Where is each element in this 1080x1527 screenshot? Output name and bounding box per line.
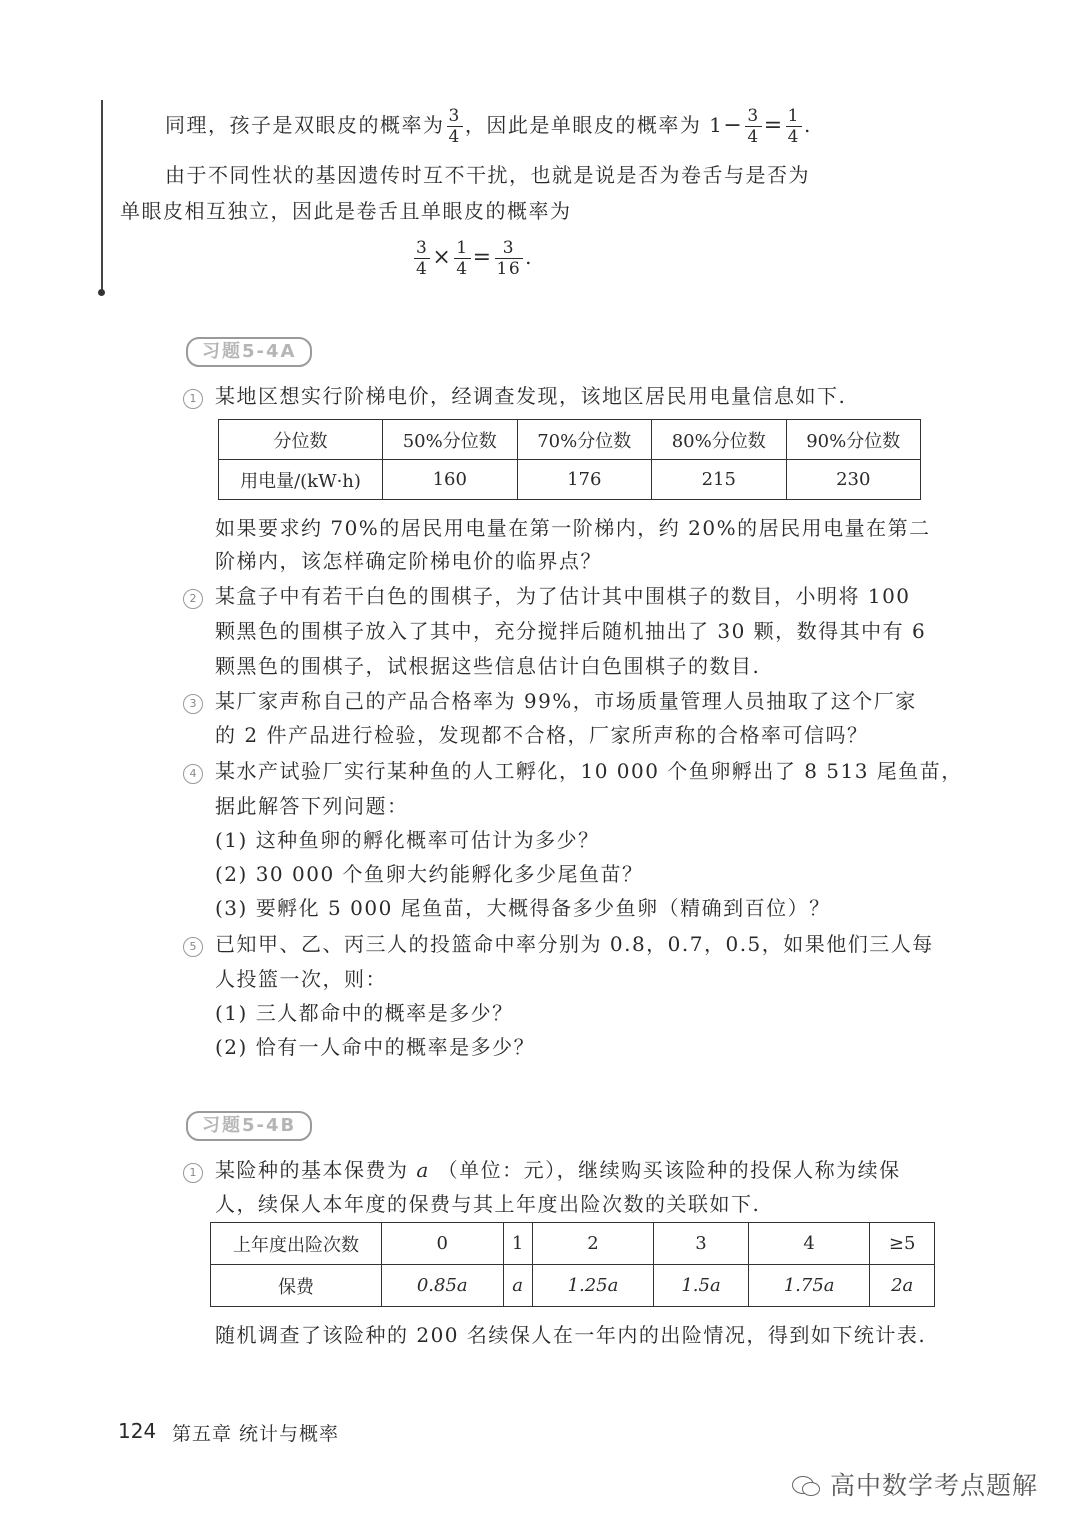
table-cell: 0 (382, 1223, 504, 1265)
table-cell: 保费 (211, 1265, 382, 1307)
table-cell: 1 (503, 1223, 532, 1265)
table-cell: 3 (654, 1223, 749, 1265)
table-row (211, 1265, 935, 1307)
table-cell: ≥5 (870, 1223, 935, 1265)
table-cell: 215 (652, 460, 787, 500)
margin-rule (101, 100, 103, 292)
exercise-tag-b: 习题5-4B (186, 1111, 312, 1141)
q4-line-1: 某水产试验厂实行某种鱼的人工孵化，10 000 个鱼卵孵出了 8 513 尾鱼苗， (215, 759, 963, 783)
table-cell: 2 (532, 1223, 654, 1265)
fraction: $\frac{3}{16}$ (496, 238, 522, 279)
fraction: $\frac{3}{4}$ (416, 238, 429, 279)
q1-followup-2: 阶梯内，该怎样确定阶梯电价的临界点？ (215, 549, 602, 573)
b1-line-2: 人，续保人本年度的保费与其上年度出险次数的关联如下. (215, 1192, 761, 1216)
table-cell: 1.25a (532, 1265, 654, 1307)
question-number: 2 (183, 589, 203, 609)
watermark (792, 1466, 1038, 1502)
table-row (219, 460, 921, 500)
table-cell: a (503, 1265, 532, 1307)
wechat-icon (792, 1474, 822, 1496)
derivation-text: 同理，孩子是双眼皮的概率为 (165, 113, 445, 137)
quantile-table (218, 419, 921, 500)
q1-followup-1: 如果要求约 70%的居民用电量在第一阶梯内，约 20%的居民用电量在第二 (215, 516, 931, 540)
exercise-tag-a: 习题5-4A (186, 337, 312, 367)
table-cell: 80%分位数 (652, 420, 787, 460)
q5-line-2: 人投篮一次，则： (215, 967, 387, 991)
table-cell: 70%分位数 (517, 420, 652, 460)
table-cell: 230 (786, 460, 921, 500)
table-cell: 分位数 (219, 420, 383, 460)
q5-line-1: 已知甲、乙、丙三人的投篮命中率分别为 0.8，0.7，0.5，如果他们三人每 (215, 932, 934, 956)
derivation-equation: $\frac{3}{4}$ × $\frac{1}{4}$ = $\frac{3}{16}$ . (416, 238, 534, 279)
q3-line-2: 的 2 件产品进行检验，发现都不合格，厂家所声称的合格率可信吗？ (215, 723, 869, 747)
q2-line-2: 颗黑色的围棋子放入了其中，充分搅拌后随机抽出了 30 颗，数得其中有 6 (215, 619, 927, 643)
fraction: $\frac{3}{4}$ (747, 106, 760, 147)
question-number: 1 (183, 1163, 203, 1183)
table-cell: 90%分位数 (786, 420, 921, 460)
q5-sub-2: (2) 恰有一人命中的概率是多少？ (215, 1035, 536, 1059)
question-number: 5 (183, 937, 203, 957)
table-cell: 上年度出险次数 (211, 1223, 382, 1265)
chapter-title: 第五章 统计与概率 (172, 1423, 340, 1445)
q1-text: 某地区想实行阶梯电价，经调查发现，该地区居民用电量信息如下. (215, 384, 847, 408)
table-cell: 176 (517, 460, 652, 500)
page-number: 124 (118, 1419, 157, 1443)
derivation-text: ，因此是单眼皮的概率为 1 (464, 113, 724, 137)
watermark-text: 高中数学考点题解 (830, 1471, 1039, 1500)
table-cell: 0.85a (382, 1265, 504, 1307)
table-cell: 1.75a (748, 1265, 870, 1307)
question-number: 4 (183, 764, 203, 784)
table-cell: 50%分位数 (383, 420, 518, 460)
margin-marker (98, 289, 105, 296)
table-cell: 2a (870, 1265, 935, 1307)
derivation-line-2: 由于不同性状的基因遗传时互不干扰，也就是说是否为卷舌与是否为 (165, 163, 810, 187)
question-number: 3 (183, 694, 203, 714)
q4-sub-2: (2) 30 000 个鱼卵大约能孵化多少尾鱼苗？ (215, 862, 644, 886)
q4-sub-1: (1) 这种鱼卵的孵化概率可估计为多少？ (215, 828, 600, 852)
q3-line-1: 某厂家声称自己的产品合格率为 99%，市场质量管理人员抽取了这个厂家 (215, 689, 917, 713)
derivation-line-1: 同理，孩子是双眼皮的概率为 $\frac{3}{4}$ ，因此是单眼皮的概率为 1− $\frac{3}{4}$ = $\frac{1}{4}$ . (165, 106, 812, 147)
fraction: $\frac{1}{4}$ (456, 238, 469, 279)
table-cell: 4 (748, 1223, 870, 1265)
q2-line-1: 某盒子中有若干白色的围棋子，为了估计其中围棋子的数目，小明将 100 (215, 584, 911, 608)
table-header-row (211, 1223, 935, 1265)
table-cell: 1.5a (654, 1265, 749, 1307)
q4-sub-3: (3) 要孵化 5 000 尾鱼苗，大概得备多少鱼卵（精确到百位）？ (215, 896, 831, 920)
table-cell: 用电量/(kW·h) (219, 460, 383, 500)
fraction: $\frac{3}{4}$ (448, 106, 461, 147)
premium-table (210, 1222, 935, 1307)
b1-followup: 随机调查了该险种的 200 名续保人在一年内的出险情况，得到如下统计表. (215, 1323, 927, 1347)
question-number: 1 (183, 389, 203, 409)
q2-line-3: 颗黑色的围棋子，试根据这些信息估计白色围棋子的数目. (215, 654, 761, 678)
q5-sub-1: (1) 三人都命中的概率是多少？ (215, 1001, 514, 1025)
q4-line-2: 据此解答下列问题： (215, 794, 409, 818)
derivation-line-3: 单眼皮相互独立，因此是卷舌且单眼皮的概率为 (120, 199, 572, 223)
b1-line-1: 某险种的基本保费为 a （单位：元），继续购买该险种的投保人称为续保 (215, 1158, 901, 1182)
table-cell: 160 (383, 460, 518, 500)
fraction: $\frac{1}{4}$ (787, 106, 800, 147)
table-header-row (219, 420, 921, 460)
